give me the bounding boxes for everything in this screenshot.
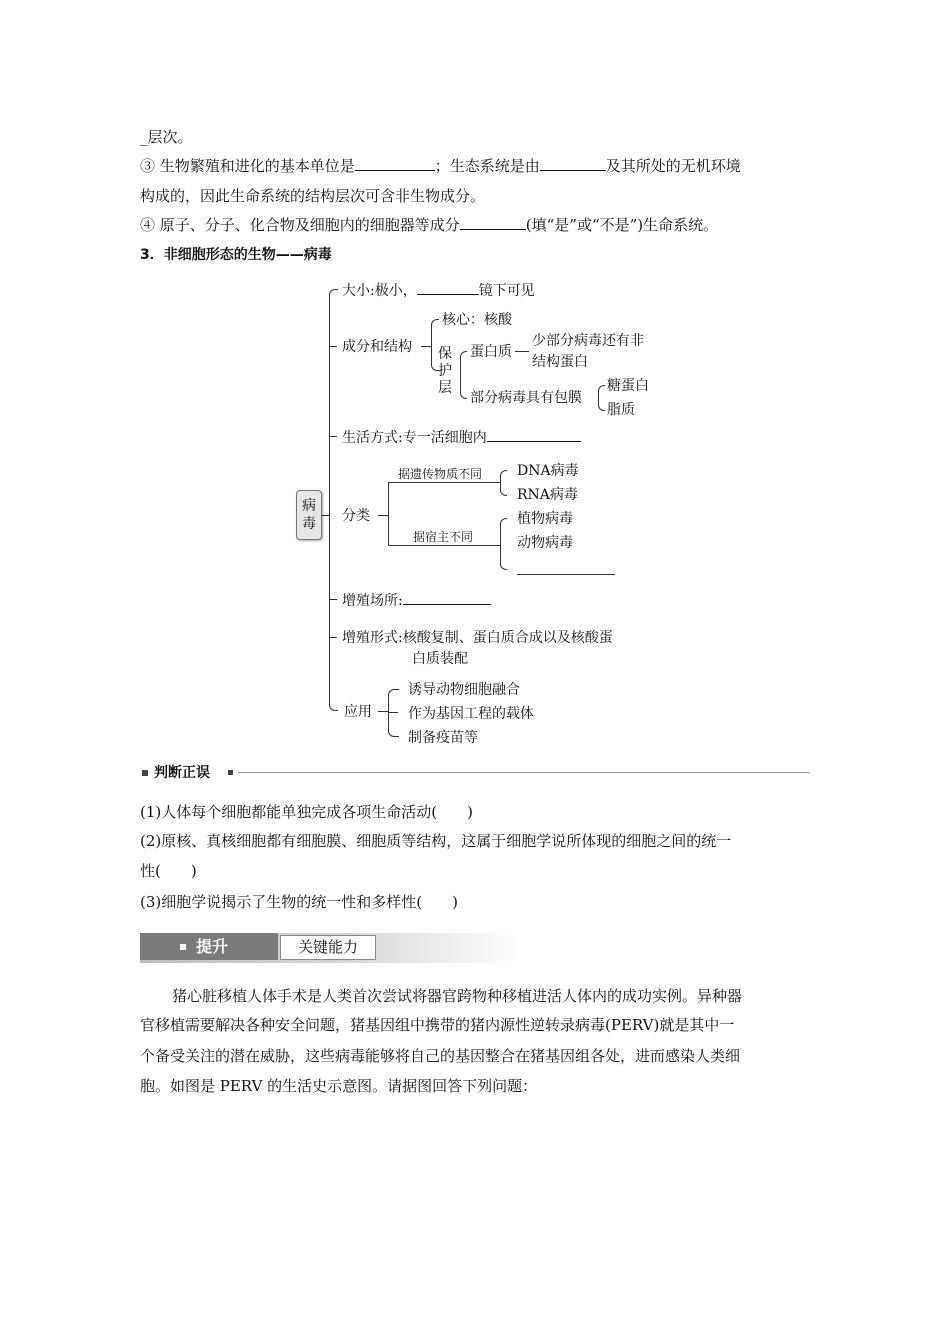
reproduction-site-label: 增殖场所: (342, 593, 403, 609)
application-item: 作为基因工程的载体 (408, 706, 534, 722)
judge-question-3: (3)细胞学说揭示了生物的统一性和多样性( ) (140, 893, 458, 911)
envelope-label: 部分病毒具有包膜 (470, 390, 582, 406)
shell-label: 保护层 (438, 346, 452, 396)
size-tail: 镜下可见 (478, 283, 535, 299)
intro-line-4 (140, 214, 718, 236)
reproduction-site-row (342, 591, 491, 610)
passage-line-4: 胞。如图是 PERV 的生活史示意图。请据图回答下列问题： (140, 1077, 538, 1095)
application-item: 诱导动物细胞融合 (408, 682, 520, 698)
answer-blank[interactable] (487, 428, 581, 442)
enhance-banner (140, 933, 522, 963)
intro-line-3: 构成的，因此生命系统的结构层次可含非生物成分。 (140, 187, 486, 205)
lifestyle-label: 生活方式:专一活细胞内 (342, 430, 487, 446)
intro-line-2-c: 及其所处的无机环境 (605, 157, 741, 175)
square-bullet-icon (228, 770, 233, 775)
judge-title: 判断正误 (154, 765, 210, 781)
reproduction-form-line-1: 增殖形式:核酸复制、蛋白质合成以及核酸蛋 (342, 630, 613, 646)
judge-question-2-line-2: 性( ) (140, 862, 197, 880)
intro-line-4-a: ④ 原子、分子、化合物及细胞内的细胞器等成分 (140, 216, 460, 234)
passage-line-3: 个备受关注的潜在威胁，这些病毒能够将自己的基因整合在猪基因组各处，进而感染人类细 (140, 1047, 741, 1065)
glycoprotein-label: 糖蛋白 (607, 378, 649, 394)
root-box (296, 490, 322, 540)
intro-line-2-b: ；生态系统是由 (434, 157, 540, 175)
answer-blank[interactable] (540, 156, 606, 171)
answer-blank[interactable] (417, 281, 479, 295)
size-row (342, 281, 535, 300)
protein-note-line-1: 少部分病毒还有非 (532, 333, 644, 349)
square-bullet-icon (142, 770, 148, 776)
plant-virus-label: 植物病毒 (517, 511, 573, 527)
intro-line-2-a: ③ 生物繁殖和进化的基本单位是 (140, 157, 355, 175)
application-item: 制备疫苗等 (408, 730, 478, 746)
lipid-label: 脂质 (607, 402, 635, 418)
judge-question-2-line-1: (2)原核、真核细胞都有细胞膜、细胞质等结构，这属于细胞学说所体现的细胞之间的统一 (140, 832, 732, 850)
protein-note-line-2: 结构蛋白 (532, 354, 588, 370)
answer-blank[interactable] (403, 591, 491, 605)
banner-left-label: 提升 (196, 937, 229, 956)
passage-line-2: 官移植需要解决各种安全问题，猪基因组中携带的猪内源性逆转录病毒(PERV)就是其中一 (140, 1016, 735, 1034)
classification-label: 分类 (342, 508, 370, 524)
passage-line-1: 猪心脏移植人体手术是人类首次尝试将器官跨物种移植进活人体内的成功实例。异种器 (172, 987, 743, 1005)
intro-line-1: _层次。 (140, 128, 193, 146)
size-label: 大小:极小， (342, 283, 417, 299)
root-label: 病毒 (302, 498, 316, 532)
protein-label: 蛋白质 (470, 344, 512, 360)
lifestyle-row (342, 428, 581, 447)
square-bullet-icon (180, 944, 186, 950)
judge-question-1: (1)人体每个细胞都能单独完成各项生命活动( ) (140, 803, 473, 821)
section-3-title: 3．非细胞形态的生物——病毒 (140, 247, 332, 263)
composition-label: 成分和结构 (342, 339, 412, 355)
by-host-label: 据宿主不同 (413, 530, 474, 544)
answer-blank[interactable] (460, 215, 526, 230)
animal-virus-label: 动物病毒 (517, 535, 573, 551)
intro-line-2 (140, 155, 741, 177)
application-label: 应用 (344, 704, 372, 720)
answer-blank[interactable] (517, 574, 615, 575)
reproduction-form-line-2: 白质装配 (412, 651, 468, 667)
header-rule (238, 772, 810, 773)
by-genetic-material-label: 据遗传物质不同 (398, 467, 483, 481)
answer-blank[interactable] (355, 156, 435, 171)
core-label: 核心：核酸 (442, 312, 512, 328)
banner-right-label: 关键能力 (297, 938, 358, 956)
rna-virus-label: RNA病毒 (517, 487, 578, 503)
judge-section-header (140, 763, 810, 783)
intro-line-4-b: (填“是”或“不是”)生命系统。 (525, 216, 719, 234)
dna-virus-label: DNA病毒 (517, 463, 579, 479)
